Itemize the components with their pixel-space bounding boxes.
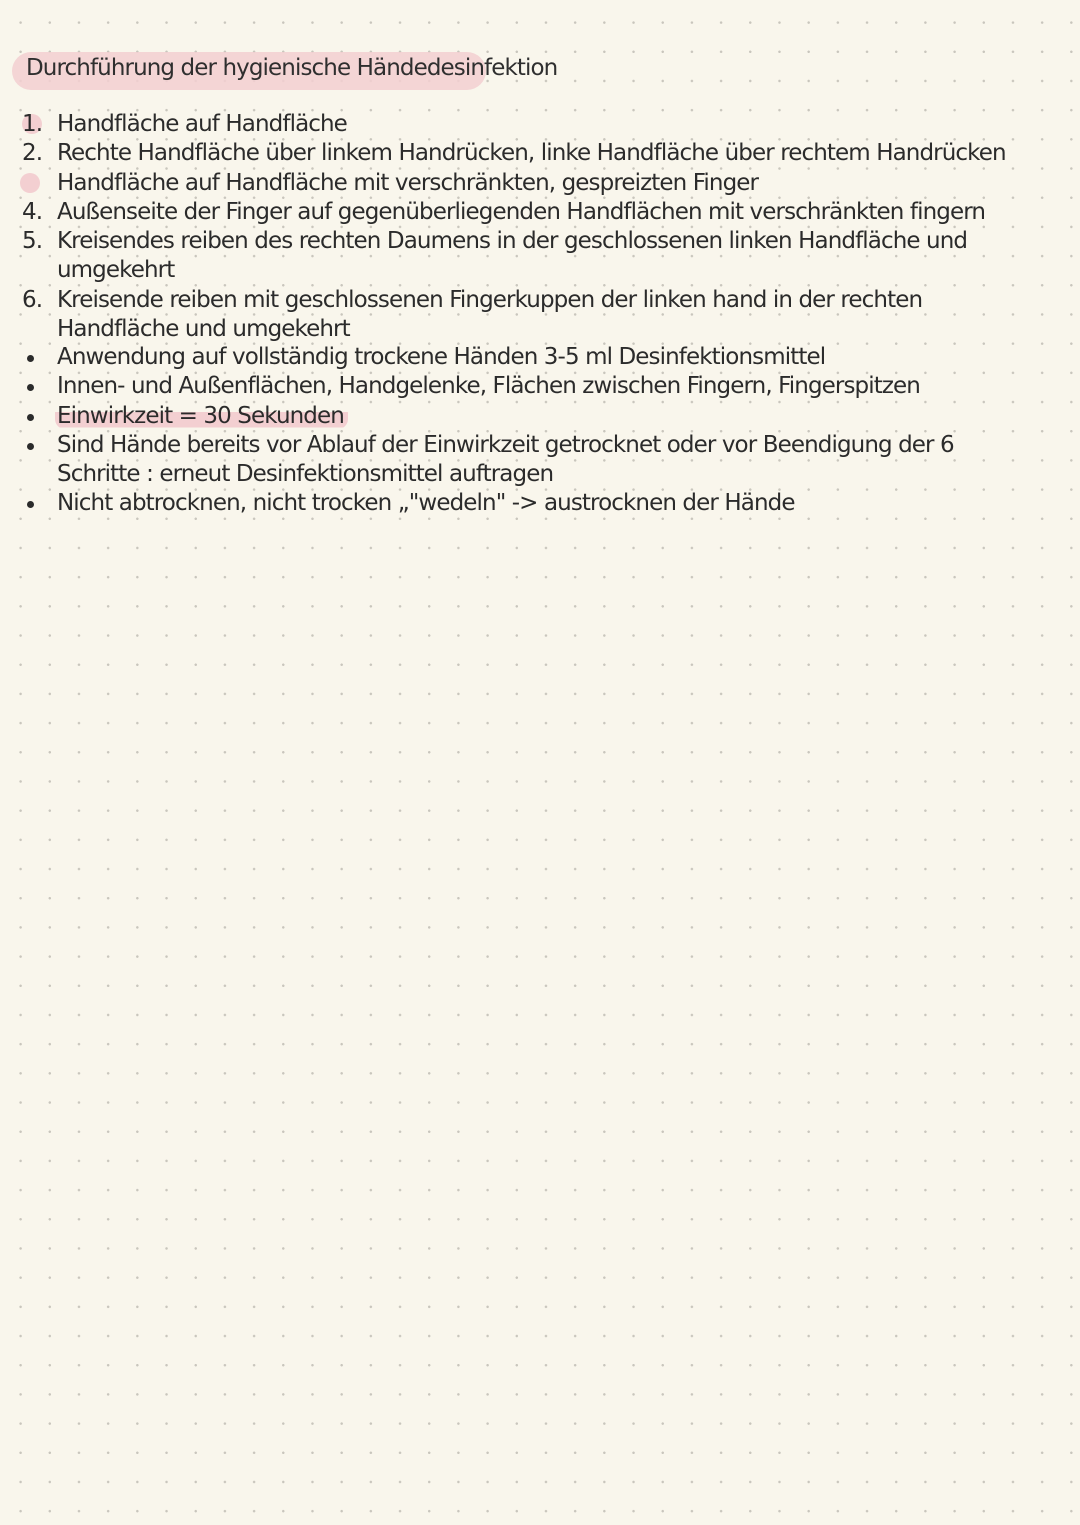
list-item bbox=[22, 169, 1022, 198]
list-item bbox=[22, 372, 1022, 401]
note-text: Sind Hände bereits vor Ablauf der Einwirkzeit getrocknet oder vor Beendigung der 6 Schritte : erneut Desinfektionsmittel auftragen bbox=[57, 431, 954, 488]
list-item bbox=[22, 402, 1022, 431]
highlighted-note-text: Einwirkzeit = 30 Sekunden bbox=[55, 403, 348, 429]
step-text: Kreisendes reiben des rechten Daumens in der geschlossenen linken Handfläche und umgekehrt bbox=[57, 228, 974, 284]
list-item bbox=[22, 110, 1022, 139]
bullet-icon bbox=[22, 402, 57, 431]
note-text: Anwendung auf vollständig trockene Händen 3-5 ml Desinfektionsmittel bbox=[57, 344, 826, 370]
step-text: Außenseite der Finger auf gegenüberliegenden Handflächen mit verschränkten fingern bbox=[57, 198, 986, 225]
list-item bbox=[22, 343, 1022, 372]
list-item bbox=[22, 227, 1022, 286]
step-number: 4. bbox=[22, 198, 43, 225]
step-text: Handfläche auf Handfläche mit verschränkten, gespreizten Finger bbox=[57, 169, 759, 196]
step-text: Rechte Handfläche über linkem Handrücken, linke Handfläche über rechtem Handrücken bbox=[57, 140, 1006, 167]
list-item bbox=[22, 431, 1022, 490]
list-item bbox=[22, 286, 1022, 345]
bullet-icon bbox=[22, 431, 57, 490]
highlight-dot bbox=[20, 173, 40, 193]
steps-list bbox=[22, 110, 1022, 344]
step-text: Kreisende reiben mit geschlossenen Fingerkuppen der linken hand in der rechten Handfläche und umgekehrt bbox=[57, 286, 929, 343]
bullet-icon bbox=[22, 489, 57, 518]
list-item bbox=[22, 489, 1022, 518]
notes-list bbox=[22, 343, 1022, 519]
step-number: 2. bbox=[22, 140, 43, 167]
note-text: Nicht abtrocknen, nicht trocken „"wedeln" -> austrocknen der Hände bbox=[57, 490, 795, 517]
bullet-icon bbox=[22, 372, 57, 401]
step-number: 5. bbox=[22, 228, 43, 255]
bullet-icon bbox=[22, 343, 57, 372]
note-text: Innen- und Außenflächen, Handgelenke, Flächen zwischen Fingern, Fingerspitzen bbox=[57, 373, 920, 400]
step-number: 1. bbox=[22, 111, 43, 137]
step-number: 6. bbox=[22, 286, 43, 313]
step-text: Handfläche auf Handfläche bbox=[57, 111, 347, 137]
page-title: Durchführung der hygienische Händedesinfektion bbox=[26, 55, 558, 81]
list-item bbox=[22, 139, 1022, 168]
list-item bbox=[22, 198, 1022, 227]
